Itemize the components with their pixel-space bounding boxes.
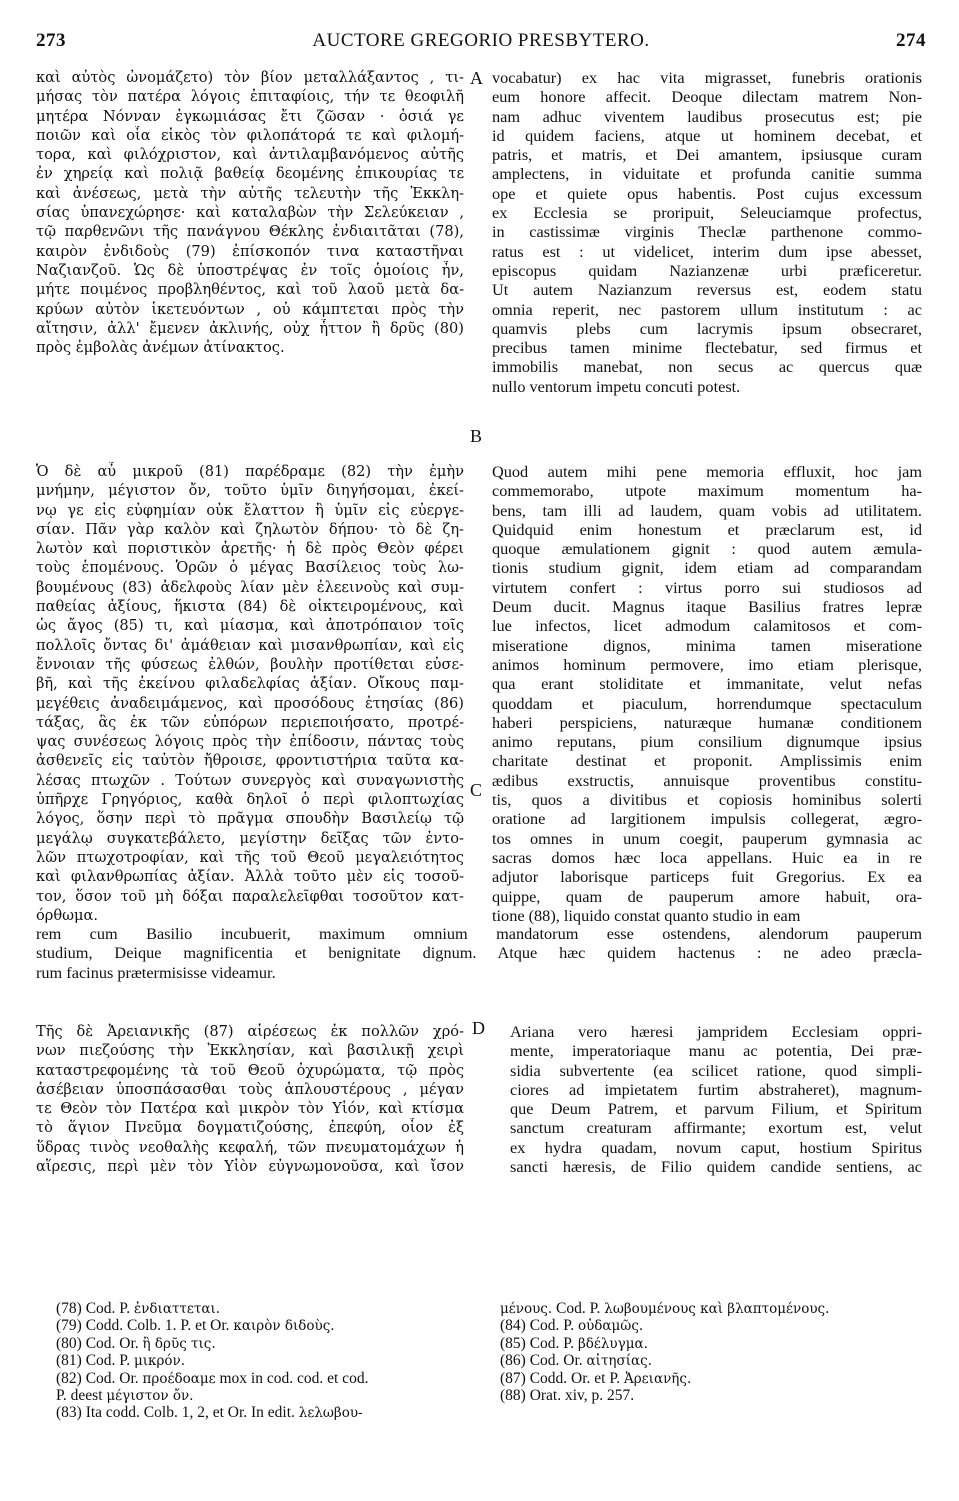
- latin-text-line: sidia subvertente (ea scilicet ratione, quod simpli-: [510, 1060, 922, 1080]
- greek-text-line: ὡς ἄγος (85) τι, καὶ μίασμα, καὶ ἀποτρόπαιον τοῖς: [36, 617, 464, 635]
- latin-text-line: adjutor laborisque particeps fuit Gregorius. Ex ea: [492, 867, 922, 887]
- footnote-latin: (80) Cod. Or.: [56, 1334, 143, 1352]
- latin-text-line: que Deum Patrem, et parvum Filium, et Spiritum: [510, 1099, 922, 1119]
- greek-text-line: καὶ φιλανθρωπίας ἀξίαν. Ἀλλὰ τοῦτο μὲν εἰς τοσοῦ-: [36, 868, 464, 886]
- greek-text-line: τον, ὅσον τοῦ μὴ δόξαι παραλελεῖφθαι τοσοῦτον κατ-: [36, 887, 464, 905]
- latin-text-line: tis, quos a divitibus et copiosis hominibus solerti: [492, 790, 922, 810]
- greek-text-line: αἴτησιν, ἀλλ' ἔμενεν ἀκλινής, οὐχ ἧττον ἢ δρῦς (80): [36, 319, 464, 337]
- greek-text-line: ὕδρας τινὸς νεοθαλὴς κεφαλή, τῶν πνευματομάχων ἡ: [36, 1138, 464, 1156]
- latin-text-line: qua erant stoliditate et immanitate, velut nefas: [492, 674, 922, 694]
- footnote-latin: mox in cod. cod. et cod.: [215, 1369, 369, 1387]
- latin-text-line: ope et quiete opus habentis. Post cujus excessum: [492, 183, 922, 203]
- footnote-greek: Ἀρειανῆς.: [624, 1370, 692, 1387]
- greek-text-line: μεγέθεις ἀναδειμάμενος, καὶ προσόδους ἐτησίας (86): [36, 694, 464, 712]
- greek-column-2: [36, 462, 464, 925]
- greek-text-line: Ναζιανζοῦ. Ὡς δὲ ὑποστρέψας ἐν τοῖς ὁμοίοις ἦν,: [36, 261, 464, 279]
- footnote-greek: μένους.: [500, 1301, 553, 1317]
- greek-text-line: μήσας τὸν πατέρα λόγοις ἐπιταφίοις, τήν τε θεοφιλῆ: [36, 88, 464, 106]
- page-header: [36, 30, 926, 60]
- latin-text-line: vocabatur) ex hac vita migrasset, funebris orationis: [492, 68, 922, 87]
- footnote: [500, 1370, 920, 1387]
- section-marker-a: A: [470, 68, 483, 88]
- greek-text-line: Ὁ δὲ αὖ μικροῦ (81) παρέδραμε (82) τὴν ἐμὴν: [36, 463, 464, 480]
- greek-text-line: μητέρα Νόνναν ἐγκωμιάσας ἔτι ζῶσαν · ὁσιά γε: [36, 107, 464, 125]
- footnote-latin: (78) Cod. P.: [56, 1300, 134, 1317]
- latin-text-line: haberi perspiciens, naturæque humanæ conditionem: [492, 712, 922, 732]
- greek-text-line: σίαν. Πᾶν γὰρ καλὸν καὶ ζηλωτὸν δήπου· τὸ δὲ ζη-: [36, 520, 464, 538]
- greek-text-line: βῆ, καὶ τῆς ἐκείνου φιλαδελφίας ἀξίαν. Οἴκους παμ-: [36, 675, 464, 693]
- section-marker-d: D: [472, 1018, 485, 1038]
- footnote: [56, 1387, 476, 1404]
- latin-text-line: charitate destinat et proponit. Amplissimis enim: [492, 751, 922, 771]
- footnote-latin: (88) Orat. xiv, p. 257.: [500, 1386, 635, 1404]
- latin-text-line: ædibus exstructis, annuisque proventibus constitu-: [492, 770, 922, 790]
- greek-text-line: λόγος, ὅσην περὶ τὸ πρᾶγμα σπουδὴν Βασιλείῳ τῷ: [36, 810, 464, 828]
- latin-text-line: episcopus quidam Nazianzenæ urbi præficeretur.: [492, 260, 922, 280]
- latin-text-line: animos hominum permovere, imo etiam plerisque,: [492, 654, 922, 674]
- greek-text-line: τῷ παρθενῶνι τῆς πανάγνου Θέκλης ἐνδιαιτᾶται (78),: [36, 223, 464, 241]
- latin-text-line: id quidem faciens, atque ut hominem decebat, et: [492, 125, 922, 145]
- greek-text-line: νων πιεζούσης τὴν Ἐκκλησίαν, καὶ βασιλικῇ χειρὶ: [36, 1042, 464, 1060]
- greek-column-1: [36, 68, 464, 357]
- latin-text-line: precibus tamen minime flectebatur, sed firmus et: [492, 338, 922, 358]
- footnote-latin: (84) Cod. P.: [500, 1317, 578, 1335]
- footnote: [500, 1352, 920, 1369]
- greek-text-line: καὶ ἀνέσεως, μετὰ τὴν αὐτῆς τελευτὴν τῆς Ἐκκλη-: [36, 184, 464, 202]
- greek-text-line: πρὸς ἐμβολὰς ἀνέμων ἀτίνακτος.: [36, 339, 285, 357]
- footnote-latin: (85) Cod. P.: [500, 1334, 578, 1352]
- footnote: [56, 1335, 476, 1352]
- greek-text-line: ἀσέβειαν ὑποσπάσασθαι τοὺς ἁπλουστέρους , μέγαν: [36, 1080, 464, 1098]
- greek-text-line: τάξας, ἃς ἐκ τῶν εὐπόρων περιεποιήσατο, προτρέ-: [36, 713, 464, 731]
- text-line: rum facinus prætermisisse videamur.: [36, 962, 276, 982]
- latin-text-line: animo reputans, pium consilium dignumque ipsius: [492, 732, 922, 752]
- footnote-latin: (83) Ita codd. Colb. 1, 2, et Or. In edit.: [56, 1404, 299, 1422]
- latin-text-line: in castissimæ virginis Theclæ parthenone commo-: [492, 222, 922, 242]
- latin-text-line: quamvis plebs cum lacrymis ipsum obsecraret,: [492, 318, 922, 338]
- greek-text-line: λέσας πτωχῶν . Τούτων συνεργὸς καὶ συναγωνιστὴς: [36, 771, 464, 789]
- greek-text-line: παθείας ἀξίους, ἥκιστα (84) δὲ οἰκτειρομένους, καὶ: [36, 598, 464, 616]
- greek-column-3: [36, 1022, 464, 1176]
- latin-text-line: sancti hæresis, de Filio quidem candide sentiens, ac: [510, 1157, 922, 1177]
- footnote-greek: λωβουμένους καὶ βλαπτομένους.: [604, 1301, 830, 1317]
- greek-text-line: μεγάλῳ συγκατεβάλετο, μεγίστην δεῖξας τῶν ἐντο-: [36, 829, 464, 847]
- latin-column-2: [492, 462, 922, 925]
- section-marker-b: B: [470, 426, 483, 446]
- greek-text-line: τὸ ἅγιον Πνεῦμα δογματιζούσης, ἐπεφύη, οἷον ἐξ: [36, 1119, 464, 1137]
- latin-text-line: tionis studium gignit, idem etiam ad comparandam: [492, 558, 922, 578]
- footnote-greek: μέγιστον ὄν.: [106, 1387, 194, 1404]
- greek-text-line: όρθωμα.: [36, 906, 99, 924]
- latin-column-1: [492, 68, 922, 396]
- footnote-greek: προέδοαμε: [142, 1370, 216, 1387]
- greek-text-line: ποιῶν καὶ οἷα εἰκὸς τὸν φιλοπάτορά τε καὶ φιλομή-: [36, 126, 464, 144]
- greek-text-line: ἔννοιαν τῆς φύσεως ἐλθών, βουλὴν προτίθεται εὐσε-: [36, 655, 464, 673]
- footnote-latin: (86) Cod. Or.: [500, 1352, 587, 1370]
- footnote-greek: καιρὸν διδοὺς.: [233, 1318, 335, 1335]
- latin-text-line: Deum ducit. Magnus itaque Basilius fratres lepræ: [492, 597, 922, 617]
- latin-text-line: omnia reperit, nec pastorem ullum institutum : ac: [492, 299, 922, 319]
- footnotes-right: [500, 1300, 920, 1404]
- latin-text-line: immobilis manebat, non secus ac quercus quæ: [492, 357, 922, 377]
- greek-text-line: τοὺς ἑπομένους. Ὁρῶν ὁ μέγας Βασίλειος τοὺς λω-: [36, 559, 464, 577]
- greek-text-line: τε Θεὸν τὸν Πατέρα καὶ μικρὸν τὸν Υἱόν, καὶ κτίσμα: [36, 1100, 464, 1118]
- latin-text-line: nullo ventorum impetu concuti potest.: [492, 376, 741, 396]
- footnote: [500, 1300, 920, 1317]
- greek-text-line: μήτε ποιμένος προβληθέντος, καὶ τοῦ λαοῦ μετὰ δα-: [36, 281, 464, 299]
- latin-text-line: amplectens, in viduitate et profunda canitie summa: [492, 164, 922, 184]
- footnote-greek: λελωβου-: [298, 1405, 363, 1422]
- latin-text-line: virtutem confert : virtus porro sui studiosos ad: [492, 577, 922, 597]
- latin-text-line: quippe, quam de pauperum amore habuit, ora-: [492, 886, 922, 906]
- greek-text-line: πολλοῖς ὄντας δι' ἀμάθειαν καὶ μισανθρωπίαν, καὶ εἰς: [36, 636, 464, 654]
- latin-text-line: tione (88), liquido constat quanto studio in eam: [492, 905, 801, 925]
- footnote: [56, 1370, 476, 1387]
- latin-text-line: ex hydra quadam, novum caput, hostium Spiritus: [510, 1137, 922, 1157]
- latin-text-line: sanctum creaturam affirmante; exortum est, velut: [510, 1118, 922, 1138]
- footnote-latin: (79) Codd. Colb. 1. P. et Or.: [56, 1317, 234, 1335]
- footnotes-left: [56, 1300, 476, 1422]
- latin-text-line: lue infectos, licet admodum calamitosos et com-: [492, 616, 922, 636]
- footnote-greek: ἐνδιαττεται.: [133, 1301, 221, 1317]
- greek-text-line: καιρὸν ἐνδιδοὺς (79) ἐπίσκοπόν τινα καταστῆναι: [36, 242, 464, 260]
- footnote-latin: (81) Cod. P.: [56, 1352, 134, 1370]
- latin-text-line: Quod autem mihi pene memoria effluxit, hoc jam: [492, 462, 922, 481]
- greek-text-line: καὶ αὐτὸς ὠνομάζετο) τὸν βίον μεταλλάξαντος , τι-: [36, 69, 464, 86]
- footnote-greek: αἰτησίας.: [586, 1353, 652, 1370]
- greek-text-line: ἀσθενεῖς εἰς ταὐτὸν ἤθροισε, φροντιστήρια ταῦτα κα-: [36, 752, 464, 770]
- footnote: [56, 1404, 476, 1421]
- latin-text-line: quoque æmulationem gignit : quod autem æmula-: [492, 539, 922, 559]
- latin-text-line: eum honore affecit. Deoque dilectam matrem Non-: [492, 87, 922, 107]
- footnote-latin: P. deest: [56, 1386, 107, 1404]
- page-number-right: 274: [896, 30, 926, 51]
- footnote: [56, 1317, 476, 1334]
- footnote: [500, 1317, 920, 1334]
- greek-text-line: λῶν πτωχοτροφίαν, καὶ τῆς τοῦ Θεοῦ μεγαλειότητος: [36, 848, 464, 866]
- footnote: [500, 1387, 920, 1404]
- latin-text-line: nam adhuc viventem laudibus prosecutus est; pie: [492, 106, 922, 126]
- latin-text-line: commemorabo, utpote maximum momentum ha-: [492, 481, 922, 501]
- text-line: studium, Deique magnificentia et benignitate dignum. Atque hæc quidem hactenus : ne adeo præcla-: [36, 943, 922, 963]
- footnote-latin: Cod. P.: [552, 1300, 605, 1317]
- greek-text-line: τορα, καὶ φιλόχριστον, καὶ ἀντιλαμβανόμενος αὐτῆς: [36, 146, 464, 164]
- latin-text-line: bens, tam illi ad laudem, quam vobis ad utilitatem.: [492, 500, 922, 520]
- latin-text-line: tos omnes in unum coegit, pauperum gymnasia ac: [492, 828, 922, 848]
- latin-text-line: patris, et matris, et Dei amantem, ipsiusque curam: [492, 145, 922, 165]
- latin-text-line: ex Ecclesia se proripuit, Seleuciamque profectus,: [492, 203, 922, 223]
- page-number-left: 273: [36, 30, 66, 51]
- latin-text-line: quoddam et piaculum, horrendumque spectaculum: [492, 693, 922, 713]
- latin-text-line: Quidquid enim honestum et præclarum est, id: [492, 519, 922, 539]
- greek-text-line: βουμένους (83) ἀδελφοὺς λίαν μὲν ἐλεεινοὺς καὶ συμ-: [36, 578, 464, 596]
- greek-text-line: νῳ γε εἰς εὐφημίαν οὐκ ἔλαττον ἢ ὑμῖν εἰς εὐεργε-: [36, 501, 464, 519]
- latin-text-line: Ariana vero hæresi jampridem Ecclesiam oppri-: [510, 1022, 922, 1041]
- latin-text-line: ciores ad impietatem furtim abstraheret), magnum-: [510, 1079, 922, 1099]
- latin-text-line: oratione ad largitionem impulsis collegerat, ægro-: [492, 809, 922, 829]
- footnote-latin: (87) Codd. Or. et P.: [500, 1369, 624, 1387]
- text-line: rem cum Basilio incubuerit, maximum omnium mandatorum esse ostendens, alendorum pauperum: [36, 924, 922, 943]
- footnote: [500, 1335, 920, 1352]
- footnote-greek: ἢ δρῦς τις.: [142, 1335, 216, 1352]
- greek-text-line: καταστρεφομένης τὰ τοῦ Θεοῦ ὀχυρώματα, τῷ πρὸς: [36, 1061, 464, 1079]
- full-width-paragraph: [36, 924, 922, 982]
- latin-text-line: sacras domos hæc loca appellans. Huic ea in re: [492, 847, 922, 867]
- latin-text-line: miseratione dignos, minima tamen miseratione: [492, 635, 922, 655]
- greek-text-line: λωτὸν καὶ ποριστικὸν ἀρετῆς· ἡ δὲ πρὸς Θεὸν φέρει: [36, 540, 464, 558]
- footnote-greek: μικρόν.: [133, 1353, 186, 1370]
- greek-text-line: Τῆς δὲ Ἀρειανικῆς (87) αἱρέσεως ἐκ πολλῶν χρό-: [36, 1023, 464, 1040]
- greek-text-line: ἐν χηρείᾳ καὶ πολιᾷ βαθείᾳ δεομένης ἐπικουρίας τε: [36, 165, 464, 183]
- greek-text-line: κρύων αὐτὸν ἱκετευόντων , οὐ κάμπτεται πρὸς τὴν: [36, 300, 464, 318]
- latin-text-line: mente, imperatoriaque manu ac potentia, Dei præ-: [510, 1041, 922, 1061]
- greek-text-line: αἵρεσις, περὶ μὲν τὸν Υἱὸν εὐγνωμονοῦσα, καὶ ἴσον: [36, 1158, 464, 1176]
- greek-text-line: μνήμην, μέγιστον ὄν, τοῦτο ὑμῖν διηγήσομαι, ἐκεί-: [36, 482, 464, 500]
- greek-text-line: ὑπῆρχε Γρηγόριος, καθὰ δηλοῖ ὁ περὶ φιλοπτωχίας: [36, 791, 464, 809]
- footnote: [56, 1352, 476, 1369]
- footnote: [56, 1300, 476, 1317]
- latin-text-line: Ut autem Nazianzum reversus est, eodem statu: [492, 280, 922, 300]
- latin-text-line: ratus est : ut videlicet, interim dum ipse abesset,: [492, 241, 922, 261]
- footnote-greek: οὐδαμῶς.: [577, 1318, 644, 1335]
- footnote-greek: βδέλυγμα.: [577, 1335, 648, 1352]
- greek-text-line: ψας συνέσεως λόγοις πρὸς τὴν ἐπίδοσιν, πάντας τοὺς: [36, 733, 464, 751]
- latin-column-3: [510, 1022, 922, 1176]
- section-marker-c: C: [470, 780, 483, 800]
- footnote-latin: (82) Cod. Or.: [56, 1369, 143, 1387]
- greek-text-line: σίας ὑπανεχώρησε· καὶ καταλαβὼν τὴν Σελεύκειαν ,: [36, 204, 464, 222]
- running-title: AUCTORE GREGORIO PRESBYTERO.: [312, 30, 650, 51]
